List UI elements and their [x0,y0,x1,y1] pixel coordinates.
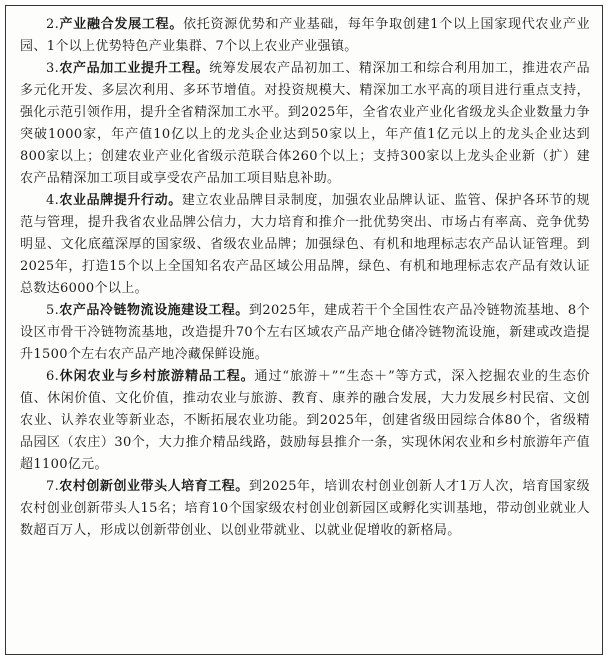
section-heading: 农产品冷链物流设施建设工程。 [59,303,249,318]
section-number: 5. [46,303,60,318]
section-body: 建立农业品牌目录制度，加强农业品牌认证、监管、保护各环节的规范与管理，提升我省农业品牌公信力，大力培育和推介一批优势突出、市场占有率高、竞争优势明显、文化底蕴深厚的国家级、省级农业品牌；加强绿色、有机和地理标志农产品认证管理。到2025年，打造15个以上全国知名农产品区域公用品牌，绿色、有机和地理标志农产品有效认证总数达6000个以上。 [20,193,590,296]
section-6 [20,366,590,476]
section-body: 通过“旅游＋”“生态＋”等方式，深入挖掘农业的生态价值、休闲价值、文化价值，推动农业与旅游、教育、康养的融合发展，大力发展乡村民宿、文创农业、认养农业等新业态，不断拓展农业功能。到2025年，创建省级田园综合体80个，省级精品园区（农庄）30个，大力推介精品线路，鼓励每县推介一条，实现休闲农业和乡村旅游年产值超1100亿元。 [20,369,590,472]
section-heading: 农业品牌提升行动。 [59,193,182,208]
section-body: 到2025年，培训农村创业创新人才1万人次，培育国家级农村创业创新带头人15名；培育10个国家级农村创业创新园区或孵化实训基地，带动创业就业人数超百万人，形成以创新带创业、以创业带就业、以就业促增收的新格局。 [20,479,590,538]
section-4 [20,190,590,300]
section-7 [20,476,590,542]
section-number: 6. [46,369,60,384]
section-number: 3. [46,61,60,76]
section-body: 到2025年，建成若干个全国性农产品冷链物流基地、8个设区市骨干冷链物流基地，改造提升70个左右区域农产品产地仓储冷链物流设施，新建或改造提升1500个左右农产品产地冷藏保鲜设施。 [20,303,590,362]
section-number: 2. [46,17,60,32]
section-heading: 产业融合发展工程。 [59,17,184,32]
section-heading: 农产品加工业提升工程。 [59,61,210,76]
section-number: 4. [46,193,60,208]
document-body [6,6,602,548]
section-5 [20,300,590,366]
section-heading: 农村创新创业带头人培育工程。 [59,479,249,494]
section-2 [20,14,590,58]
section-3 [20,58,590,190]
section-heading: 休闲农业与乡村旅游精品工程。 [59,369,255,384]
section-body: 统筹发展农产品初加工、精深加工和综合利用加工，推进农产品多元化开发、多层次利用、多环节增值。对投资规模大、精深加工水平高的项目进行重点支持，强化示范引领作用，提升全省精深加工水平。到2025年，全省农业产业化省级龙头企业数量力争突破1000家，年产值10亿以上的龙头企业达到50家以上，年产值1亿元以上的龙头企业达到800家以上；创建农业产业化省级示范联合体260个以上；支持300家以上龙头企业新（扩）建农产品精深加工项目或享受农产品加工项目贴息补助。 [20,61,590,186]
section-number: 7. [46,479,60,494]
document-frame [5,5,603,655]
section-body: 依托资源优势和产业基础，每年争取创建1个以上国家现代农业产业园、1个以上优势特色产业集群、7个以上农业产业强镇。 [20,17,590,54]
